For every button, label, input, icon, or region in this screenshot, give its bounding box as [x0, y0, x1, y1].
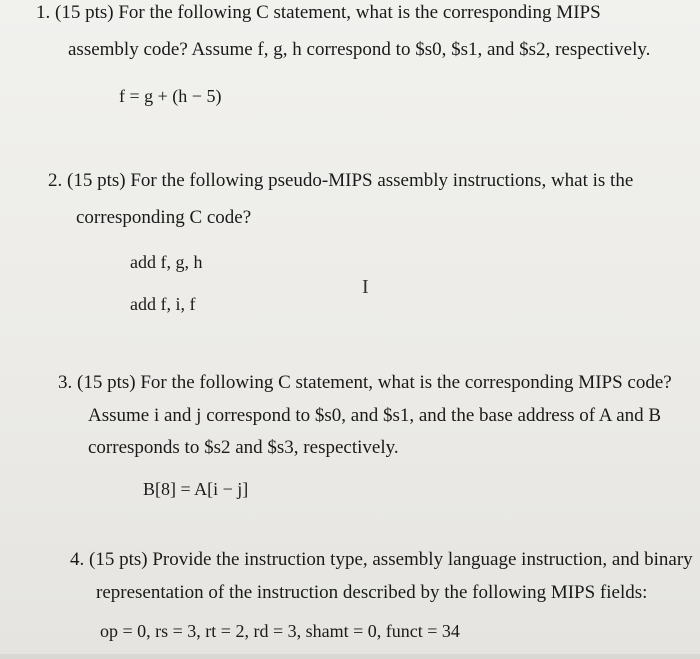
- q2-line-2: corresponding C code?: [76, 207, 252, 228]
- q4-line-2: representation of the instruction described by the following MIPS fields:: [96, 582, 648, 603]
- q1-code: f = g + (h − 5): [119, 86, 222, 106]
- q2-line-1: 2. (15 pts) For the following pseudo-MIPS assembly instructions, what is the: [48, 170, 634, 191]
- q3-code: B[8] = A[i − j]: [143, 479, 249, 499]
- q4-line-1: 4. (15 pts) Provide the instruction type, assembly language instruction, and binary: [70, 549, 693, 570]
- q1-line-1: 1. (15 pts) For the following C statement, what is the corresponding MIPS: [36, 2, 601, 23]
- q1-line-2: assembly code? Assume f, g, h correspond to $s0, $s1, and $s2, respectively.: [68, 39, 651, 60]
- q2-code-1: add f, g, h: [130, 252, 203, 272]
- q2-code-2: add f, i, f: [130, 294, 196, 314]
- q3-line-3: corresponds to $s2 and $s3, respectively.: [88, 437, 399, 458]
- page-bottom-edge: [0, 654, 700, 659]
- q3-line-2: Assume i and j correspond to $s0, and $s1, and the base address of A and B: [88, 405, 662, 426]
- q3-line-1: 3. (15 pts) For the following C statement, what is the corresponding MIPS code?: [58, 372, 672, 393]
- q4-code: op = 0, rs = 3, rt = 2, rd = 3, shamt = 0, funct = 34: [100, 621, 460, 641]
- text-cursor-icon: I: [362, 276, 369, 298]
